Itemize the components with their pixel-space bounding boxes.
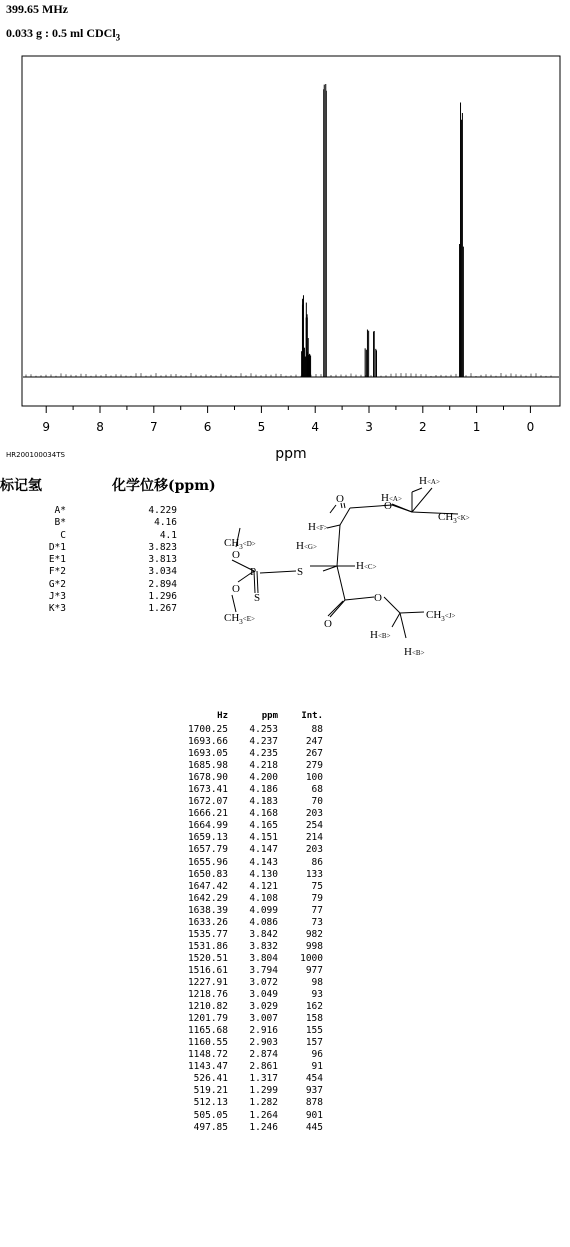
- peak-intensity: 203: [305, 808, 323, 820]
- peak-row: [170, 1001, 323, 1013]
- x-tick-label: 3: [365, 420, 373, 434]
- peak-row: [170, 748, 323, 760]
- x-tick-label: 4: [311, 420, 320, 434]
- peak-ppm: 4.186: [249, 784, 278, 796]
- peak-intensity: 91: [311, 1061, 323, 1073]
- peak-row: [170, 857, 323, 869]
- peak-hz: 1672.07: [187, 796, 228, 808]
- peak-hz: 1638.39: [187, 904, 228, 916]
- peak-hz: 1531.86: [187, 940, 228, 952]
- peak-row: [170, 1061, 323, 1073]
- peak-hz: 1693.66: [187, 736, 228, 748]
- peak-intensity: 162: [305, 1001, 323, 1013]
- peak-hz: 1160.55: [187, 1037, 228, 1049]
- peak-hz: 497.85: [193, 1121, 228, 1133]
- x-tick-label: 6: [203, 420, 212, 434]
- peak-row: [170, 977, 323, 989]
- oxygen-ester-top: O: [384, 500, 392, 512]
- ch3-k: $CH_3^{<K>}$: [438, 511, 470, 525]
- peak-ppm: 4.099: [249, 904, 278, 916]
- peak-hz: 1700.25: [187, 724, 228, 735]
- peak-hz: 519.21: [193, 1085, 228, 1097]
- peak-hz: 1664.99: [187, 820, 228, 832]
- peak-row: [170, 772, 323, 784]
- peak-row: [170, 1049, 323, 1061]
- peak-intensity: 445: [305, 1121, 323, 1133]
- peak-hz: 1642.29: [187, 892, 228, 904]
- h-b-first: H<B>: [370, 629, 391, 641]
- x-tick-label: 8: [96, 420, 104, 434]
- assignment-shift: 2.894: [148, 578, 177, 590]
- peak-row: [170, 1097, 323, 1109]
- peak-ppm: 3.049: [249, 989, 278, 1001]
- peak-hz: 1647.42: [187, 880, 228, 892]
- phosphorus: P: [250, 566, 257, 578]
- peak-intensity: 155: [305, 1025, 323, 1037]
- peak-ppm: 2.903: [249, 1037, 278, 1049]
- sulfur-thiono: S: [254, 592, 261, 604]
- peak-ppm: 1.264: [249, 1109, 278, 1121]
- peak-row: [170, 917, 323, 929]
- peak-intensity: 86: [311, 856, 323, 868]
- peak-row: [170, 881, 323, 893]
- peak-ppm: 3.007: [249, 1013, 278, 1025]
- peak-row: [170, 784, 323, 796]
- peak-ppm: 4.183: [249, 796, 278, 808]
- peak-ppm: 1.246: [249, 1121, 278, 1133]
- peak-ppm: 4.121: [249, 880, 278, 892]
- peak-ppm: 4.147: [249, 844, 278, 856]
- peak-hz: 1516.61: [187, 964, 228, 976]
- h-g: H<G>: [296, 540, 317, 552]
- x-tick-label: 9: [42, 420, 51, 434]
- x-axis-title: ppm: [275, 446, 307, 462]
- assignment-shift: 1.267: [148, 603, 177, 615]
- peak-ppm: 2.874: [249, 1049, 278, 1061]
- peak-ppm: 4.200: [249, 772, 278, 784]
- peak-intensity: 901: [305, 1109, 323, 1121]
- oxygen-p-top: O: [232, 549, 240, 561]
- assignment-shift: 4.1: [159, 529, 177, 541]
- peak-intensity: 68: [311, 784, 323, 796]
- peak-hz: 512.13: [193, 1097, 228, 1109]
- header-hz: Hz: [217, 711, 228, 721]
- peak-intensity: 77: [311, 904, 323, 916]
- peak-row: [170, 953, 323, 965]
- peak-hz: 505.05: [193, 1109, 228, 1121]
- peak-intensity: 977: [305, 964, 323, 976]
- assignment-label: K*3: [48, 603, 66, 615]
- h-a-second: H<A>: [381, 492, 402, 504]
- peak-intensity: 75: [311, 880, 323, 892]
- peak-intensity: 937: [305, 1085, 323, 1097]
- oxygen-p-bottom: O: [232, 583, 240, 595]
- peak-row: [170, 820, 323, 832]
- peak-row: [170, 941, 323, 953]
- assignment-label: J*3: [48, 591, 66, 603]
- oxygen-carbonyl-bottom: O: [324, 618, 332, 630]
- x-tick-label: 0: [526, 420, 535, 434]
- peak-ppm: 4.151: [249, 832, 278, 844]
- peak-ppm: 4.130: [249, 868, 278, 880]
- assignment-shift: 3.823: [148, 541, 177, 553]
- peak-intensity: 878: [305, 1097, 323, 1109]
- ch3-j: $CH_3^{<J>}$: [426, 609, 456, 623]
- peak-row: [170, 989, 323, 1001]
- peak-hz: 1685.98: [187, 760, 228, 772]
- peak-intensity: 98: [311, 976, 323, 988]
- peak-intensity: 133: [305, 868, 323, 880]
- assignment-label: F*2: [48, 566, 66, 578]
- peak-row: [170, 1013, 323, 1025]
- peak-hz: 1633.26: [187, 916, 228, 928]
- peak-ppm: 2.861: [249, 1061, 278, 1073]
- peak-row: [170, 929, 323, 941]
- peak-hz: 1520.51: [187, 952, 228, 964]
- peak-hz: 1165.68: [187, 1025, 228, 1037]
- assignment-label: G*2: [48, 578, 66, 590]
- peak-intensity: 73: [311, 916, 323, 928]
- peak-intensity: 214: [305, 832, 323, 844]
- peak-row: [170, 832, 323, 844]
- peak-row: [170, 736, 323, 748]
- h-b-second: H<B>: [404, 646, 425, 658]
- peak-ppm: 3.029: [249, 1001, 278, 1013]
- peak-ppm: 3.794: [249, 964, 278, 976]
- x-tick-label: 5: [257, 420, 266, 434]
- h-a-top: H<A>: [419, 475, 440, 487]
- ch3-e: $CH_3^{<E>}$: [224, 612, 255, 626]
- spectrometer-frequency: 399.65 MHz: [6, 2, 68, 16]
- peak-intensity: 1000: [300, 952, 323, 964]
- peak-ppm: 4.108: [249, 892, 278, 904]
- peak-ppm: 4.237: [249, 736, 278, 748]
- peak-row: [170, 1085, 323, 1097]
- peak-hz: 1693.05: [187, 748, 228, 760]
- peak-intensity: 454: [305, 1073, 323, 1085]
- peak-ppm: 3.072: [249, 976, 278, 988]
- peak-intensity: 88: [311, 724, 323, 735]
- peak-ppm: 4.235: [249, 748, 278, 760]
- peak-list-table: [170, 708, 323, 1134]
- peak-row: [170, 1110, 323, 1122]
- assignment-shift-header: 化学位移(ppm): [112, 478, 216, 494]
- header-ppm: ppm: [261, 711, 278, 721]
- peak-intensity: 158: [305, 1013, 323, 1025]
- peak-row: [170, 1122, 323, 1134]
- peak-row: [170, 965, 323, 977]
- peak-intensity: 279: [305, 760, 323, 772]
- assignment-shift: 1.296: [148, 591, 177, 603]
- peak-ppm: 1.282: [249, 1097, 278, 1109]
- peak-ppm: 3.832: [249, 940, 278, 952]
- peak-row: [170, 724, 323, 736]
- assignment-label: E*1: [48, 554, 66, 566]
- peak-hz: 1535.77: [187, 928, 228, 940]
- assignment-label: C: [60, 529, 66, 541]
- peak-intensity: 267: [305, 748, 323, 760]
- assignment-label: D*1: [48, 541, 66, 553]
- peak-intensity: 70: [311, 796, 323, 808]
- peak-ppm: 1.299: [249, 1085, 278, 1097]
- peak-ppm: 3.804: [249, 952, 278, 964]
- peak-hz: 1673.41: [187, 784, 228, 796]
- peak-hz: 1227.91: [187, 976, 228, 988]
- peak-ppm: 4.143: [249, 856, 278, 868]
- peak-intensity: 254: [305, 820, 323, 832]
- oxygen-carbonyl-top: O: [336, 493, 344, 505]
- peak-intensity: 247: [305, 736, 323, 748]
- x-tick-label: 2: [418, 420, 427, 434]
- peak-row: [170, 844, 323, 856]
- peak-table-header-row: [170, 708, 323, 724]
- peak-ppm: 1.317: [249, 1073, 278, 1085]
- peak-row: [170, 1025, 323, 1037]
- peak-hz: 1148.72: [187, 1049, 228, 1061]
- peak-intensity: 79: [311, 892, 323, 904]
- h-c: H<C>: [356, 560, 377, 572]
- peak-row: [170, 760, 323, 772]
- structure-bonds: [232, 488, 458, 638]
- x-tick-label: 7: [149, 420, 158, 434]
- peak-hz: 1659.13: [187, 832, 228, 844]
- peak-hz: 526.41: [193, 1073, 228, 1085]
- peak-intensity: 96: [311, 1049, 323, 1061]
- peak-row: [170, 905, 323, 917]
- assignment-shift: 4.229: [148, 505, 177, 516]
- assignment-shift: 3.813: [148, 554, 177, 566]
- peak-row: [170, 796, 323, 808]
- peak-intensity: 998: [305, 940, 323, 952]
- peak-hz: 1666.21: [187, 808, 228, 820]
- peak-intensity: 157: [305, 1037, 323, 1049]
- peak-intensity: 93: [311, 989, 323, 1001]
- peak-row: [170, 808, 323, 820]
- peak-row: [170, 893, 323, 905]
- sample-concentration-text: 0.033 g : 0.5 ml CDCl: [6, 26, 116, 40]
- peak-ppm: 4.253: [249, 724, 278, 735]
- peak-row: [170, 869, 323, 881]
- peak-ppm: 4.218: [249, 760, 278, 772]
- peak-hz: 1218.76: [187, 989, 228, 1001]
- h-f: H<F>: [308, 521, 328, 533]
- peak-hz: 1650.83: [187, 868, 228, 880]
- peak-hz: 1657.79: [187, 844, 228, 856]
- peak-hz: 1210.82: [187, 1001, 228, 1013]
- assignment-label: A*: [54, 505, 66, 516]
- peak-intensity: 982: [305, 928, 323, 940]
- peak-ppm: 4.168: [249, 808, 278, 820]
- peak-ppm: 4.165: [249, 820, 278, 832]
- assignment-shift: 3.034: [148, 566, 177, 578]
- peak-hz: 1678.90: [187, 772, 228, 784]
- x-tick-label: 1: [472, 420, 481, 434]
- peak-ppm: 3.842: [249, 928, 278, 940]
- peak-hz: 1655.96: [187, 856, 228, 868]
- oxygen-ester-bottom: O: [374, 592, 382, 604]
- ch3-d: $CH_3^{<D>}$: [224, 537, 256, 551]
- peak-hz: 1201.79: [187, 1013, 228, 1025]
- peak-intensity: 100: [305, 772, 323, 784]
- peak-row: [170, 1037, 323, 1049]
- peak-intensity: 203: [305, 844, 323, 856]
- sample-concentration-subscript: 3: [115, 32, 121, 43]
- assignment-label: B*: [54, 517, 66, 529]
- peak-hz: 1143.47: [187, 1061, 228, 1073]
- header-int: Int.: [301, 711, 323, 721]
- assignment-shift: 4.16: [154, 517, 177, 529]
- sample-id-label: HR200100034TS: [6, 451, 65, 459]
- sulfur-bridge: S: [297, 566, 304, 578]
- assignment-label-header: 标记氢: [0, 478, 42, 494]
- peak-ppm: 2.916: [249, 1025, 278, 1037]
- peak-row: [170, 1073, 323, 1085]
- peak-ppm: 4.086: [249, 916, 278, 928]
